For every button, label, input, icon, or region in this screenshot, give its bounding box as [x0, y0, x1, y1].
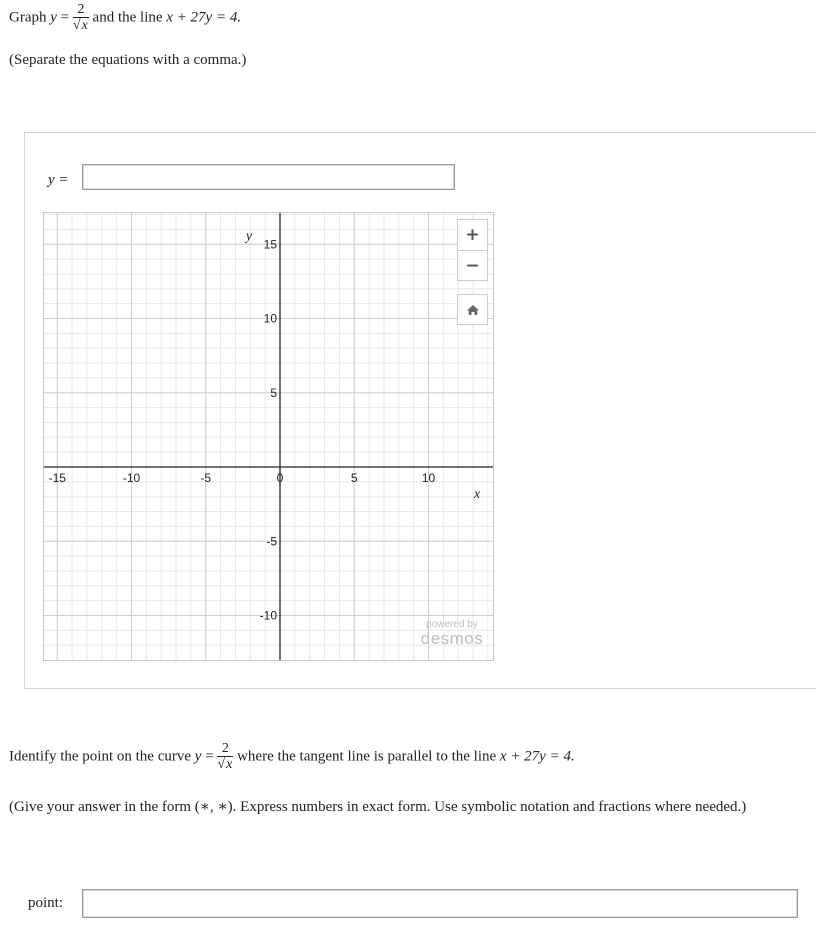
line-equation: x + 27y = 4.: [166, 9, 242, 26]
x-tick-label: -15: [48, 471, 66, 485]
q2-line-equation: x + 27y = 4.: [499, 748, 575, 765]
plus-icon: +: [465, 225, 480, 245]
answer-format-note: [9, 797, 746, 816]
line-text: and the line: [92, 9, 163, 26]
desmos-branding[interactable]: [412, 620, 492, 647]
y-tick-label: -10: [259, 608, 277, 623]
x-tick-label: 0: [276, 471, 284, 485]
sqrt-radicand: x: [81, 18, 88, 33]
powered-by-text: powered by: [426, 619, 478, 630]
y-input-label: y =: [48, 172, 69, 188]
q2-fraction-numerator: 2: [217, 742, 233, 757]
point-input-label: point:: [28, 895, 64, 911]
sqrt-icon: √: [72, 18, 81, 33]
q2-equals-sign: =: [205, 748, 214, 765]
x-axis-name: x: [473, 487, 481, 502]
zoom-in-button[interactable]: [457, 219, 488, 250]
note-after: . Express numbers in exact form. Use symbolic notation and fractions where needed.): [232, 799, 747, 815]
fraction-numerator: 2: [73, 3, 89, 18]
q2-text-after: where the tangent line is parallel to the line: [237, 748, 497, 765]
y-tick-label: 10: [263, 311, 277, 326]
desmos-graph[interactable]: [43, 212, 494, 661]
note-before: (Give your answer in the form: [9, 799, 192, 815]
question-two: [9, 742, 575, 772]
x-tick-label: 10: [421, 471, 436, 485]
equals-sign: =: [60, 9, 70, 26]
home-button[interactable]: [457, 294, 488, 325]
y-axis-name: y: [245, 229, 253, 244]
zoom-out-button[interactable]: [457, 250, 488, 281]
y-tick-label: -5: [266, 534, 277, 549]
x-tick-label: -5: [200, 471, 212, 485]
minus-icon: −: [465, 255, 480, 276]
x-tick-label: 5: [350, 471, 358, 485]
point-answer-input[interactable]: [82, 889, 798, 918]
q2-fraction-denominator: [217, 757, 233, 772]
separate-note: (Separate the equations with a comma.): [9, 52, 247, 68]
problem-statement: [9, 3, 241, 33]
y-equation-input[interactable]: [82, 164, 455, 190]
fraction-2-over-sqrt-x: [73, 3, 89, 33]
y-variable: y: [50, 9, 57, 26]
q2-sqrt-icon: √: [217, 757, 226, 772]
q2-y-variable: y: [194, 748, 202, 765]
x-tick-label: -10: [122, 471, 141, 485]
y-tick-label: 5: [270, 385, 277, 400]
graph-word: Graph: [9, 9, 47, 26]
q2-sqrt-radicand: x: [226, 757, 233, 772]
home-icon: [466, 304, 480, 316]
fraction-denominator: [73, 18, 89, 33]
y-tick-label: 15: [263, 237, 277, 252]
form-expression: (∗, ∗): [194, 799, 233, 815]
q2-fraction: [217, 742, 233, 772]
q2-text-before: Identify the point on the curve: [9, 748, 192, 765]
graph-canvas[interactable]: [44, 213, 493, 660]
desmos-logo: desmos: [420, 629, 484, 648]
